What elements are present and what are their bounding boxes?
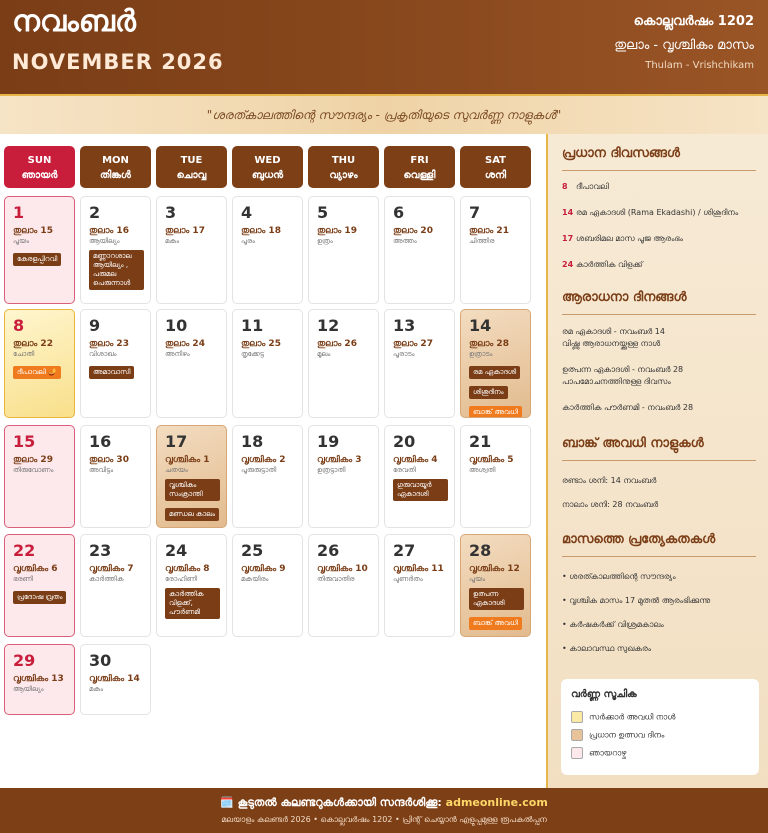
day-cell-28[interactable] [460, 534, 531, 637]
worship-day-item [562, 364, 760, 388]
important-day-item [562, 182, 760, 192]
malayalam-date: വൃശ്ചികം 2 [241, 455, 286, 465]
day-number: 4 [241, 203, 253, 222]
worship-days-heading: ആരാധനാ ദിനങ്ങൾ [562, 290, 687, 305]
color-legend [561, 679, 759, 775]
worship-day-title: കാർത്തിക പൗർണമി - നവംബർ 28 [562, 403, 694, 412]
malayalam-date: വൃശ്ചികം 14 [89, 674, 140, 684]
month-special-item: • കാലാവസ്ഥ സുഖകരം [562, 644, 652, 653]
malayalam-date: തുലാം 24 [165, 339, 205, 349]
day-number: 9 [89, 316, 101, 335]
day-cell-17[interactable] [156, 425, 227, 528]
legend-swatch [571, 711, 583, 723]
day-cell-29[interactable] [4, 644, 75, 715]
bank-holiday-tag: ബാങ്ക് അവധി [469, 406, 522, 418]
weekday-malayalam: വെള്ളി [403, 170, 436, 181]
bank-holiday-item: നാലാം ശനി: 28 നവംബർ [562, 500, 659, 509]
important-day-item [562, 234, 760, 244]
nakshatra: ആയില്യം [13, 685, 44, 693]
bank-holiday-tag: ബാങ്ക് അവധി [469, 617, 522, 630]
nakshatra: പൂയം [13, 237, 30, 245]
day-cell-12[interactable] [308, 309, 379, 418]
month-special-item: • കർഷകർക്ക് വിശ്രമകാലം [562, 620, 664, 629]
day-number: 5 [317, 203, 329, 222]
malayalam-date: തുലാം 23 [89, 339, 129, 349]
day-cell-13[interactable] [384, 309, 455, 418]
nakshatra: ഭരണി [13, 575, 34, 583]
day-number: 16 [89, 432, 112, 451]
weekday-english: SAT [485, 155, 506, 166]
event-tag: കേരളപ്പിറവി [13, 253, 61, 266]
worship-day-item [562, 326, 760, 350]
bank-holidays-heading: ബാങ്ക് അവധി നാളുകൾ [562, 436, 704, 451]
day-cell-11[interactable] [232, 309, 303, 418]
day-cell-26[interactable] [308, 534, 379, 637]
nakshatra: പൂയം [469, 575, 486, 583]
nakshatra: അവിട്ടം [89, 466, 114, 474]
footer-visit-text: 🗓️ കൂടുതൽ കലണ്ടറുകൾക്കായി സന്ദർശിക്കൂ: [220, 796, 446, 809]
weekday-header-tue [156, 146, 227, 188]
important-day-item [562, 208, 760, 218]
day-cell-21[interactable] [460, 425, 531, 528]
legend-label: ഞായറാഴ്ച [589, 748, 627, 758]
important-days-heading: പ്രധാന ദിവസങ്ങൾ [562, 146, 680, 161]
malayalam-date: തുലാം 27 [393, 339, 433, 349]
nakshatra: രേവതി [393, 466, 416, 474]
malayalam-date: വൃശ്ചികം 13 [13, 674, 64, 684]
legend-row [571, 747, 626, 759]
malayalam-month-span: തുലാം - വൃശ്ചികം മാസം [614, 38, 754, 53]
day-number: 6 [393, 203, 405, 222]
weekday-malayalam: ചൊവ്വ [176, 170, 207, 181]
malayalam-date: തുലാം 19 [317, 226, 357, 236]
nakshatra: അത്തം [393, 237, 417, 245]
nakshatra: ഉത്രാടം [469, 350, 493, 358]
malayalam-date: വൃശ്ചികം 12 [469, 564, 520, 574]
weekday-english: MON [102, 155, 129, 166]
nakshatra: വിശാഖം [89, 350, 117, 358]
malayalam-date: തുലാം 29 [13, 455, 53, 465]
quote-text: "ശരത്കാലത്തിന്റെ സൗന്ദര്യം - പ്രകൃതിയുടെ സുവർണ്ണ നാളുകൾ" [206, 107, 562, 122]
day-cell-7[interactable] [460, 196, 531, 304]
event-tag: ദീപാവലി 🪔 [13, 366, 61, 379]
malayalam-date: തുലാം 18 [241, 226, 281, 236]
nakshatra: മകയിരം [241, 575, 269, 583]
event-tag: ഉത്പന്ന ഏകാദശി [469, 588, 524, 610]
day-number: 13 [393, 316, 416, 335]
day-cell-16[interactable] [80, 425, 151, 528]
website-link[interactable]: admeonline.com [445, 796, 548, 809]
day-cell-18[interactable] [232, 425, 303, 528]
malayalam-date: വൃശ്ചികം 6 [13, 564, 58, 574]
legend-label: സർക്കാർ അവധി നാൾ [589, 712, 676, 722]
weekday-malayalam: വ്യാഴം [329, 170, 358, 181]
day-number: 19 [317, 432, 340, 451]
weekday-english: FRI [410, 155, 429, 166]
malayalam-date: തുലാം 26 [317, 339, 357, 349]
day-cell-5[interactable] [308, 196, 379, 304]
important-day-date: 14 [562, 208, 574, 217]
important-day-name: കാർത്തിക വിളക്ക് [576, 260, 643, 269]
day-cell-23[interactable] [80, 534, 151, 637]
weekday-english: WED [254, 155, 281, 166]
important-day-date: 17 [562, 234, 574, 243]
nakshatra: ചോതി [13, 350, 35, 358]
important-day-date: 8 [562, 182, 568, 191]
day-cell-1[interactable] [4, 196, 75, 304]
event-tag: രമ ഏകാദശി [469, 366, 520, 379]
event-tag: മണ്ഡല കാലം [165, 508, 219, 521]
nakshatra: രോഹിണി [165, 575, 198, 583]
day-number: 12 [317, 316, 340, 335]
malayalam-date: വൃശ്ചികം 7 [89, 564, 134, 574]
event-tag: ഗുരുവായൂർ ഏകാദശി [393, 479, 448, 501]
malayalam-date: തുലാം 30 [89, 455, 129, 465]
day-cell-24[interactable] [156, 534, 227, 637]
legend-label: പ്രധാന ഉത്സവ ദിനം [589, 730, 665, 740]
day-number: 1 [13, 203, 25, 222]
day-number: 17 [165, 432, 188, 451]
month-specials-heading: മാസത്തെ പ്രത്യേകതകൾ [562, 532, 716, 547]
day-cell-10[interactable] [156, 309, 227, 418]
worship-day-item [562, 402, 760, 414]
malayalam-date: വൃശ്ചികം 5 [469, 455, 514, 465]
nakshatra: ചതയം [165, 466, 188, 474]
day-number: 23 [89, 541, 112, 560]
nakshatra: പൂരാടം [393, 350, 415, 358]
important-day-date: 24 [562, 260, 574, 269]
month-title-english: NOVEMBER 2026 [12, 50, 224, 74]
malayalam-date: വൃശ്ചികം 10 [317, 564, 368, 574]
weekday-malayalam: ബുധൻ [251, 170, 284, 181]
sidebar [546, 134, 768, 788]
day-number: 25 [241, 541, 264, 560]
day-number: 3 [165, 203, 177, 222]
worship-day-title: ഉത്പന്ന ഏകാദശി - നവംബർ 28 [562, 365, 684, 374]
malayalam-date: വൃശ്ചികം 9 [241, 564, 286, 574]
malayalam-date: വൃശ്ചികം 8 [165, 564, 210, 574]
nakshatra: ചിത്തിര [469, 237, 495, 245]
event-tag: അമാവാസി [89, 366, 134, 379]
divider [562, 460, 756, 461]
month-title-malayalam: നവംബർ [12, 4, 136, 39]
day-number: 29 [13, 651, 36, 670]
malayalam-date: തുലാം 17 [165, 226, 205, 236]
nakshatra: മകം [165, 237, 180, 245]
day-number: 26 [317, 541, 340, 560]
legend-row [571, 729, 664, 741]
day-number: 27 [393, 541, 416, 560]
day-cell-15[interactable] [4, 425, 75, 528]
day-cell-20[interactable] [384, 425, 455, 528]
day-number: 20 [393, 432, 416, 451]
weekday-header-thu [308, 146, 379, 188]
day-cell-30[interactable] [80, 644, 151, 715]
malayalam-date: തുലാം 20 [393, 226, 433, 236]
malayalam-date: തുലാം 25 [241, 339, 281, 349]
day-number: 30 [89, 651, 112, 670]
month-special-item: • വൃശ്ചിക മാസം 17 മുതൽ ആരംഭിക്കുന്നു [562, 596, 711, 605]
weekday-header-sun [4, 146, 75, 188]
weekday-header-wed [232, 146, 303, 188]
weekday-header-mon [80, 146, 151, 188]
important-day-name: രമ ഏകാദശി (Rama Ekadashi) / ശിശുദിനം [576, 208, 739, 217]
malayalam-date: തുലാം 28 [469, 339, 509, 349]
malayalam-date: വൃശ്ചികം 11 [393, 564, 444, 574]
quote-banner [0, 96, 768, 134]
weekday-header-fri [384, 146, 455, 188]
bank-holiday-item: രണ്ടാം ശനി: 14 നവംബർ [562, 476, 657, 485]
divider [562, 556, 756, 557]
header-banner [0, 0, 768, 96]
footer [0, 788, 768, 833]
day-number: 24 [165, 541, 188, 560]
day-number: 2 [89, 203, 101, 222]
malayalam-date: വൃശ്ചികം 1 [165, 455, 210, 465]
event-tag: കാർത്തിക വിളക്ക്, പൗർണമി [165, 588, 220, 619]
day-number: 22 [13, 541, 36, 560]
day-cell-3[interactable] [156, 196, 227, 304]
day-cell-19[interactable] [308, 425, 379, 528]
english-month-span: Thulam - Vrishchikam [645, 60, 754, 71]
malayalam-date: തുലാം 16 [89, 226, 129, 236]
nakshatra: ഉത്രം [317, 237, 333, 245]
day-number: 18 [241, 432, 264, 451]
nakshatra: കാർത്തിക [89, 575, 124, 583]
day-cell-25[interactable] [232, 534, 303, 637]
nakshatra: അനിഴം [165, 350, 190, 358]
event-tag: മണ്ണാറശാല ആയില്യം , പരുമല പെരുന്നാൾ [89, 250, 144, 290]
footer-caption: മലയാളം കലണ്ടർ 2026 • കൊല്ലവർഷം 1202 • പ്രിന്റ് ചെയ്യാൻ എളുപ്പമുള്ള രൂപകൽപ്പന [221, 815, 547, 824]
day-number: 14 [469, 316, 492, 335]
nakshatra: അശ്വതി [469, 466, 496, 474]
legend-swatch [571, 747, 583, 759]
important-day-name: ശബരിമല മാസ പൂജ ആരംഭം [576, 234, 683, 243]
nakshatra: പൂരം [241, 237, 255, 245]
day-cell-14[interactable] [460, 309, 531, 418]
day-number: 10 [165, 316, 188, 335]
event-tag: വൃശ്ചികം സംക്രാന്തി [165, 479, 220, 501]
day-cell-9[interactable] [80, 309, 151, 418]
weekday-english: TUE [180, 155, 203, 166]
day-cell-2[interactable] [80, 196, 151, 304]
malayalam-date: തുലാം 22 [13, 339, 53, 349]
worship-day-note: വിഷ്ണു ആരാധനയ്ക്കുള്ള നാൾ [562, 339, 661, 348]
nakshatra: തിരുവാതിര [317, 575, 355, 583]
nakshatra: പുണർതം [393, 575, 423, 583]
event-tag: പ്രദോഷ വ്രതം [13, 591, 66, 604]
malayalam-date: വൃശ്ചികം 3 [317, 455, 362, 465]
kollavarsham-year: കൊല്ലവർഷം 1202 [633, 14, 754, 29]
footer-visit-line [0, 796, 768, 810]
divider [562, 170, 756, 171]
day-number: 21 [469, 432, 492, 451]
day-number: 7 [469, 203, 481, 222]
day-cell-8[interactable] [4, 309, 75, 418]
weekday-malayalam: ഞായർ [21, 170, 58, 181]
weekday-english: SUN [27, 155, 52, 166]
legend-row [571, 711, 675, 723]
day-number: 15 [13, 432, 36, 451]
legend-swatch [571, 729, 583, 741]
worship-day-note: പാപമോചനത്തിനുള്ള ദിവസം [562, 377, 671, 386]
day-cell-6[interactable] [384, 196, 455, 304]
weekday-malayalam: ശനി [484, 170, 507, 181]
weekday-english: THU [331, 155, 356, 166]
day-cell-4[interactable] [232, 196, 303, 304]
important-day-item [562, 260, 760, 270]
day-number: 11 [241, 316, 264, 335]
nakshatra: ഉത്രട്ടാതി [317, 466, 346, 474]
nakshatra: തൃക്കേട്ട [241, 350, 264, 358]
legend-title: വർണ്ണ സൂചിക [571, 689, 637, 700]
nakshatra: തിരുവോണം [13, 466, 54, 474]
weekday-header-sat [460, 146, 531, 188]
day-number: 8 [13, 316, 25, 335]
malayalam-date: തുലാം 21 [469, 226, 509, 236]
month-special-item: • ശരത്കാലത്തിന്റെ സൗന്ദര്യം [562, 572, 676, 581]
nakshatra: ആയില്യം [89, 237, 120, 245]
day-number: 28 [469, 541, 492, 560]
calendar-grid [0, 134, 546, 788]
nakshatra: പൂരുരുട്ടാതി [241, 466, 277, 474]
event-tag: ശിശുദിനം [469, 386, 508, 399]
malayalam-date: തുലാം 15 [13, 226, 53, 236]
nakshatra: മൂലം [317, 350, 331, 358]
worship-day-title: രമ ഏകാദശി - നവംബർ 14 [562, 327, 665, 336]
malayalam-date: വൃശ്ചികം 4 [393, 455, 438, 465]
nakshatra: മകം [89, 685, 104, 693]
weekday-malayalam: തിങ്കൾ [100, 170, 131, 181]
important-day-name: ദീപാവലി [576, 182, 609, 191]
day-cell-27[interactable] [384, 534, 455, 637]
divider [562, 314, 756, 315]
day-cell-22[interactable] [4, 534, 75, 637]
